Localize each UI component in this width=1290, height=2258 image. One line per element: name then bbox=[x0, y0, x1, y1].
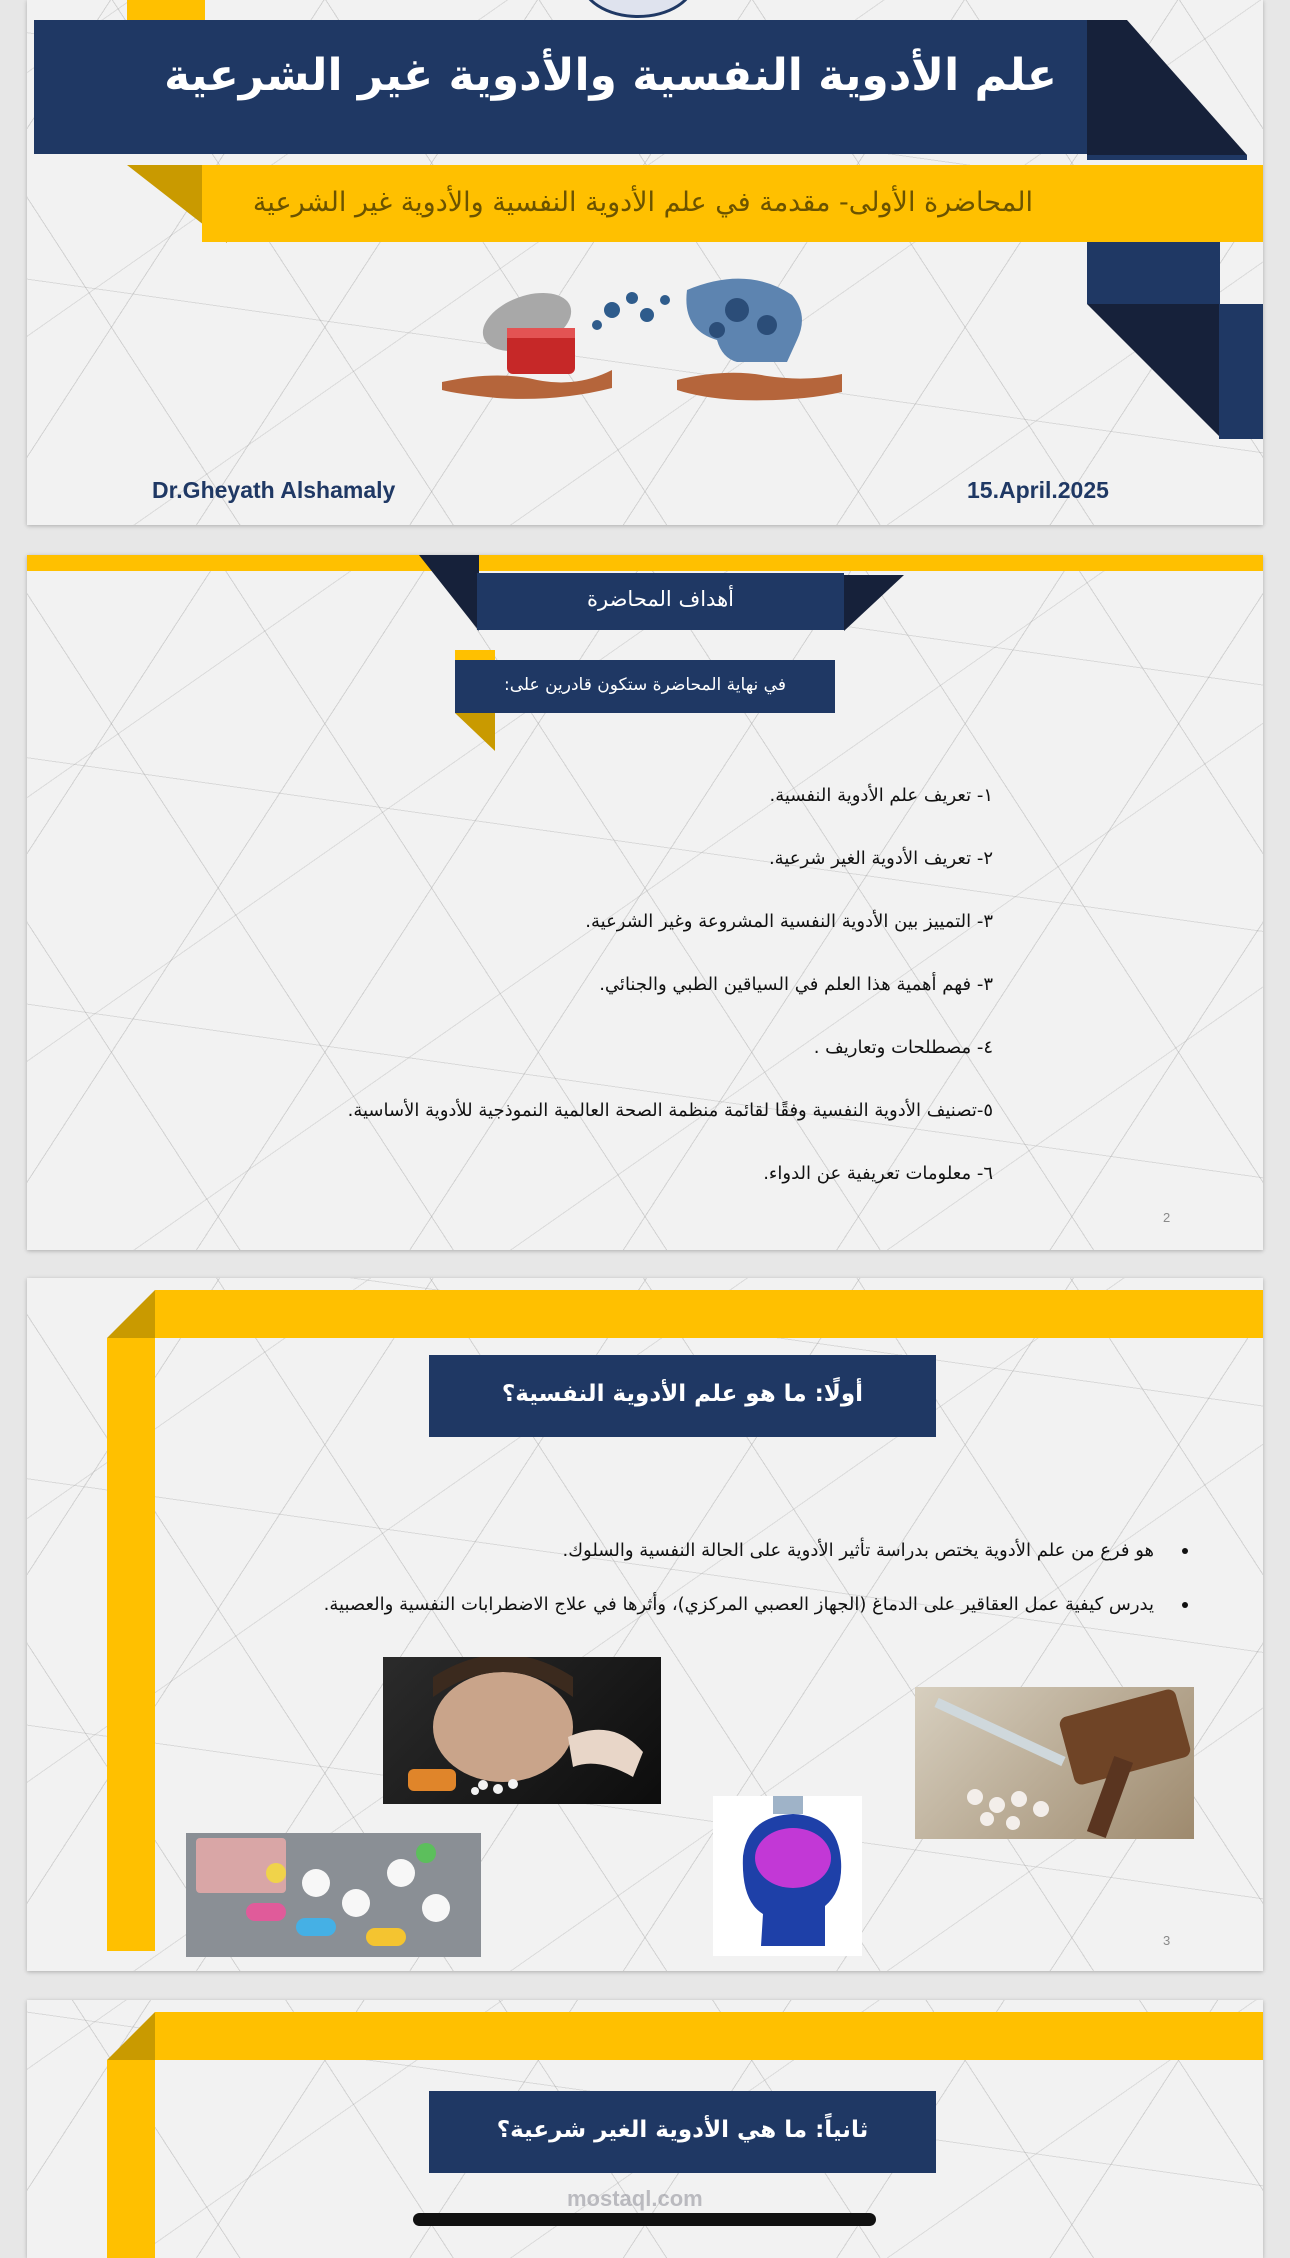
section-heading-box bbox=[429, 1355, 936, 1437]
intro-box bbox=[455, 660, 835, 713]
objective-item: ٥-تصنيف الأدوية النفسية وفقًا لقائمة منظمة الصحة العالمية النموذجية للأدوية الأساسية. bbox=[347, 1100, 993, 1121]
slide-psychopharmacology bbox=[27, 1278, 1263, 1971]
definition-bullet: يدرس كيفية عمل العقاقير على الدماغ (الجهاز العصبي المركزي)، وأثرها في علاج الاضطرابات النفسية والعصبية. bbox=[324, 1594, 1188, 1615]
side-block-2 bbox=[1087, 304, 1263, 439]
brain-head-photo bbox=[713, 1796, 862, 1956]
title-banner bbox=[34, 20, 1092, 154]
page-number: 3 bbox=[1163, 1933, 1171, 1948]
lecture-subtitle: المحاضرة الأولى- مقدمة في علم الأدوية النفسية والأدوية غير الشرعية bbox=[252, 187, 1033, 218]
gold-top-bar bbox=[155, 1290, 1263, 1338]
bullet-dot-icon bbox=[1182, 1602, 1188, 1608]
objective-item: ١- تعريف علم الأدوية النفسية. bbox=[769, 785, 993, 806]
objectives-intro: في نهاية المحاضرة ستكون قادرين على: bbox=[504, 675, 786, 695]
gold-frame-corner bbox=[107, 2012, 157, 2060]
section-heading: ثانياً: ما هي الأدوية الغير شرعية؟ bbox=[496, 2117, 869, 2143]
page-number: 2 bbox=[1163, 1210, 1171, 1225]
subtitle-band bbox=[202, 165, 1263, 242]
objectives-heading-box bbox=[477, 573, 844, 630]
gold-left-bar bbox=[107, 1338, 155, 1951]
author-name: Dr.Gheyath Alshamaly bbox=[152, 477, 396, 503]
definition-bullet: هو فرع من علم الأدوية يختص بدراسة تأثير الأدوية على الحالة النفسية والسلوك. bbox=[562, 1540, 1188, 1561]
home-indicator-bar[interactable] bbox=[413, 2213, 876, 2226]
gold-frame-corner bbox=[107, 1290, 157, 1338]
title-corner-shape bbox=[1087, 20, 1263, 160]
slide-objectives bbox=[27, 555, 1263, 1250]
objective-item: ٢- تعريف الأدوية الغير شرعية. bbox=[768, 848, 993, 869]
objectives-heading: أهداف المحاضرة bbox=[587, 587, 734, 611]
gavel-and-pills-photo bbox=[915, 1687, 1194, 1839]
objective-item: ٦- معلومات تعريفية عن الدواء. bbox=[763, 1163, 993, 1184]
gold-tab-top bbox=[127, 0, 205, 20]
section-heading: أولًا: ما هو علم الأدوية النفسية؟ bbox=[501, 1381, 864, 1407]
gold-left-bar bbox=[107, 2060, 155, 2258]
intro-corner-shape bbox=[455, 713, 495, 751]
slide-title bbox=[27, 0, 1263, 525]
section-heading-box bbox=[429, 2091, 936, 2173]
objective-item: ٣- فهم أهمية هذا العلم في السياقين الطبي والجنائي. bbox=[599, 974, 993, 995]
watermark-text: mostaql.com bbox=[567, 2186, 703, 2211]
objective-item: ٣- التمييز بين الأدوية النفسية المشروعة وغير الشرعية. bbox=[585, 911, 993, 932]
university-seal-icon bbox=[580, 0, 696, 18]
person-with-pills-photo bbox=[383, 1657, 661, 1804]
intro-gold-tab bbox=[455, 650, 495, 660]
pills-assortment-photo bbox=[186, 1833, 481, 1957]
side-block-1 bbox=[1087, 242, 1220, 304]
pill-and-brain-hands-illustration bbox=[437, 270, 857, 405]
presentation-title: علم الأدوية النفسية والأدوية غير الشرعية bbox=[164, 50, 1057, 101]
gold-top-bar bbox=[155, 2012, 1263, 2060]
objective-item: ٤- مصطلحات وتعاريف . bbox=[813, 1037, 993, 1058]
bullet-dot-icon bbox=[1182, 1548, 1188, 1554]
presentation-date: 15.April.2025 bbox=[967, 477, 1109, 503]
